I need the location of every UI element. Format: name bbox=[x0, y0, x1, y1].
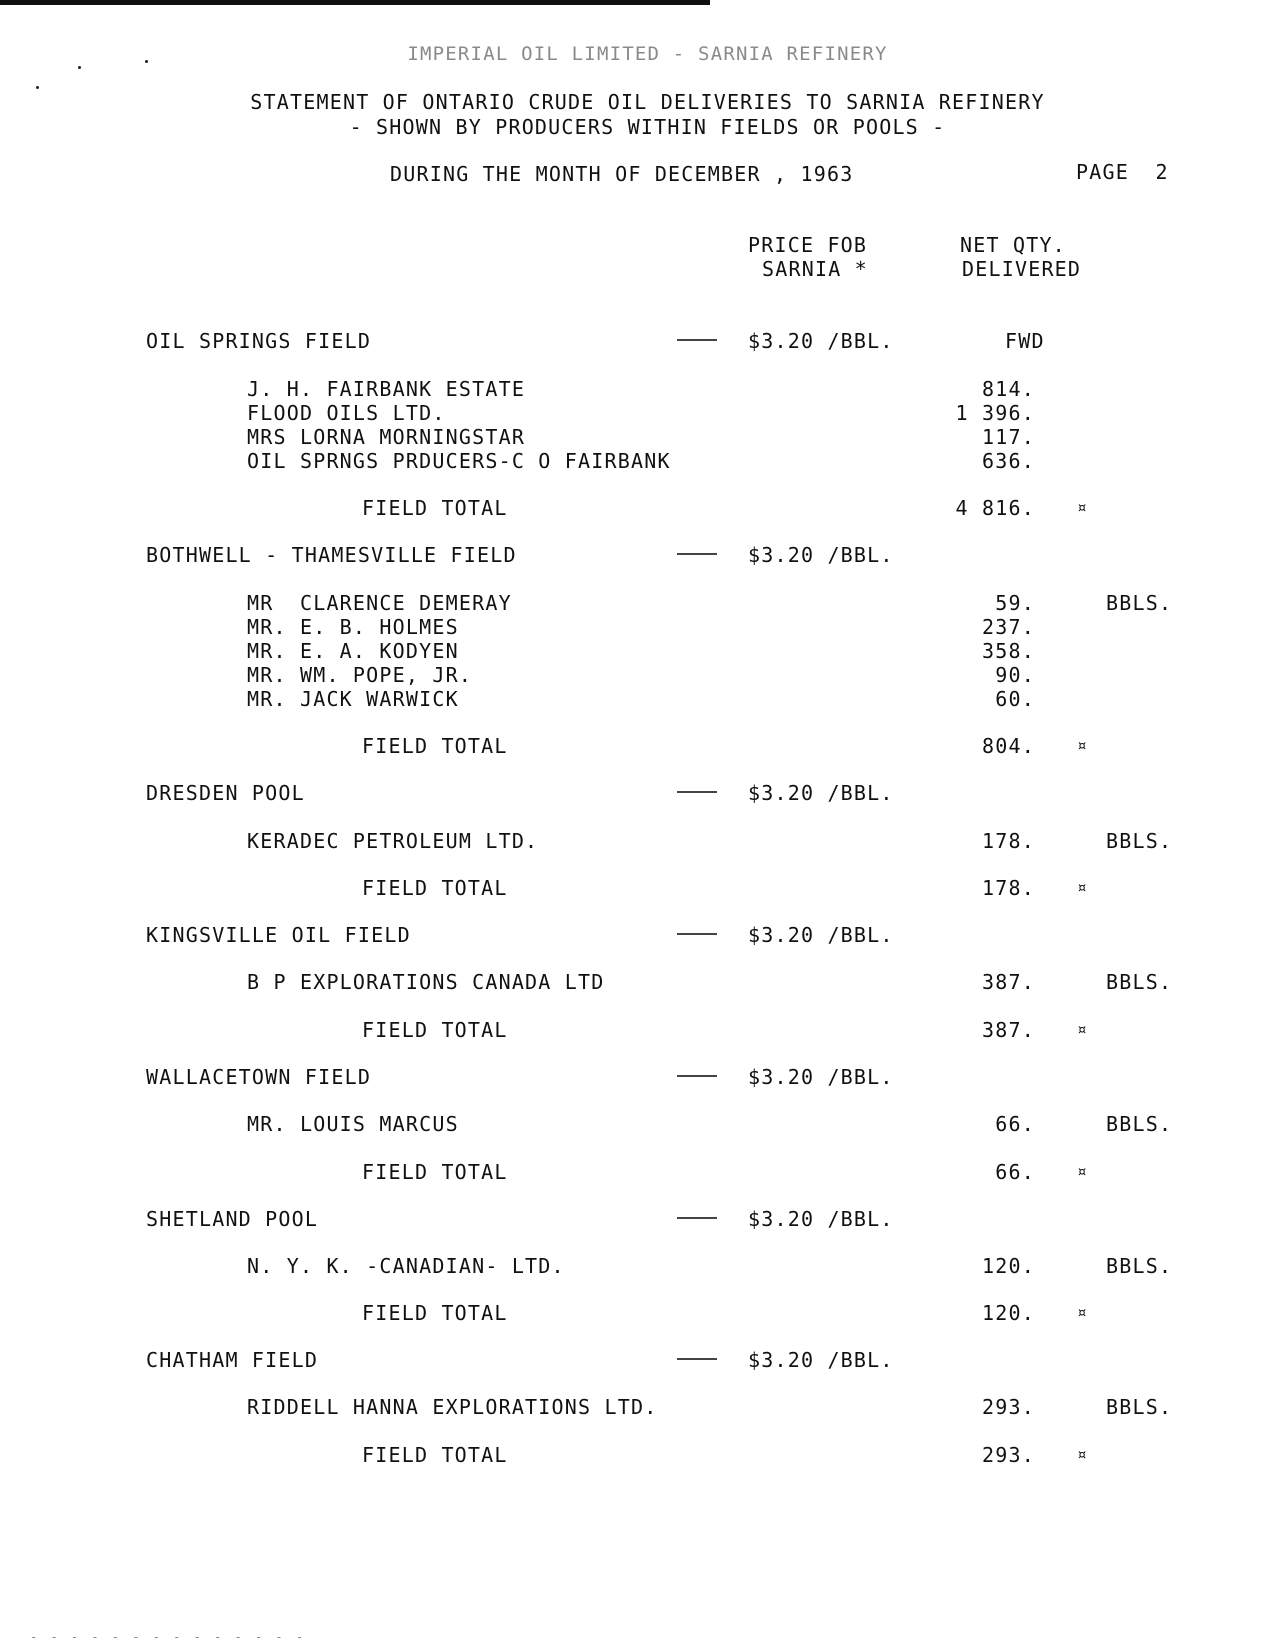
leader-dash bbox=[677, 933, 717, 935]
field-total-label: FIELD TOTAL bbox=[362, 1443, 508, 1467]
qty-column-header: NET QTY. bbox=[960, 233, 1066, 257]
producer-qty: 120. bbox=[982, 1254, 1035, 1278]
scan-edge bbox=[0, 0, 710, 5]
unit-label: BBLS. bbox=[1106, 591, 1173, 615]
producer-name: J. H. FAIRBANK ESTATE bbox=[247, 377, 526, 401]
forward-note: FWD bbox=[1005, 329, 1045, 353]
producer-qty: 178. bbox=[982, 829, 1035, 853]
scan-speck bbox=[78, 66, 81, 69]
scan-edge-dots: - - - - - - - - - - - - - - bbox=[30, 1630, 307, 1644]
scan-speck bbox=[36, 86, 39, 89]
field-total-qty: 387. bbox=[982, 1018, 1035, 1042]
field-name: KINGSVILLE OIL FIELD bbox=[146, 923, 411, 947]
total-check-mark: ¤ bbox=[1077, 878, 1087, 897]
producer-name: N. Y. K. -CANADIAN- LTD. bbox=[247, 1254, 565, 1278]
producer-qty: 237. bbox=[982, 615, 1035, 639]
field-total-qty: 804. bbox=[982, 734, 1035, 758]
producer-name: MR. JACK WARWICK bbox=[247, 687, 459, 711]
leader-dash bbox=[677, 339, 717, 341]
qty-column-header-line2: DELIVERED bbox=[962, 257, 1082, 281]
total-check-mark: ¤ bbox=[1077, 1020, 1087, 1039]
price-column-header: PRICE FOB bbox=[748, 233, 868, 257]
leader-dash bbox=[677, 1217, 717, 1219]
price-column-header-line2: SARNIA * bbox=[762, 257, 868, 281]
field-price: $3.20 /BBL. bbox=[748, 1348, 894, 1372]
field-total-label: FIELD TOTAL bbox=[362, 496, 508, 520]
leader-dash bbox=[677, 1075, 717, 1077]
total-check-mark: ¤ bbox=[1077, 498, 1087, 517]
producer-qty: 636. bbox=[982, 449, 1035, 473]
field-price: $3.20 /BBL. bbox=[748, 781, 894, 805]
producer-name: B P EXPLORATIONS CANADA LTD bbox=[247, 970, 605, 994]
producer-qty: 387. bbox=[982, 970, 1035, 994]
leader-dash bbox=[677, 553, 717, 555]
producer-qty: 358. bbox=[982, 639, 1035, 663]
field-total-qty: 66. bbox=[995, 1160, 1035, 1184]
producer-qty: 90. bbox=[995, 663, 1035, 687]
field-price: $3.20 /BBL. bbox=[748, 1207, 894, 1231]
field-total-label: FIELD TOTAL bbox=[362, 1301, 508, 1325]
field-name: WALLACETOWN FIELD bbox=[146, 1065, 372, 1089]
field-price: $3.20 /BBL. bbox=[748, 1065, 894, 1089]
field-total-qty: 120. bbox=[982, 1301, 1035, 1325]
producer-name: MR. E. A. KODYEN bbox=[247, 639, 459, 663]
field-total-label: FIELD TOTAL bbox=[362, 734, 508, 758]
scan-speck bbox=[145, 60, 148, 63]
field-price: $3.20 /BBL. bbox=[748, 329, 894, 353]
unit-label: BBLS. bbox=[1106, 1254, 1173, 1278]
producer-qty: 66. bbox=[995, 1112, 1035, 1136]
page-number: PAGE 2 bbox=[1076, 160, 1169, 184]
producer-qty: 60. bbox=[995, 687, 1035, 711]
producer-name: MR CLARENCE DEMERAY bbox=[247, 591, 512, 615]
producer-name: FLOOD OILS LTD. bbox=[247, 401, 446, 425]
field-total-label: FIELD TOTAL bbox=[362, 1018, 508, 1042]
field-name: SHETLAND POOL bbox=[146, 1207, 319, 1231]
field-total-qty: 178. bbox=[982, 876, 1035, 900]
producer-name: MR. LOUIS MARCUS bbox=[247, 1112, 459, 1136]
company-header: IMPERIAL OIL LIMITED - SARNIA REFINERY bbox=[407, 43, 888, 65]
field-total-qty: 293. bbox=[982, 1443, 1035, 1467]
field-name: CHATHAM FIELD bbox=[146, 1348, 319, 1372]
reporting-period: DURING THE MONTH OF DECEMBER , 1963 bbox=[390, 162, 854, 186]
unit-label: BBLS. bbox=[1106, 1395, 1173, 1419]
field-total-label: FIELD TOTAL bbox=[362, 876, 508, 900]
producer-qty: 59. bbox=[995, 591, 1035, 615]
field-total-qty: 4 816. bbox=[955, 496, 1035, 520]
leader-dash bbox=[677, 791, 717, 793]
unit-label: BBLS. bbox=[1106, 1112, 1173, 1136]
total-check-mark: ¤ bbox=[1077, 736, 1087, 755]
producer-name: KERADEC PETROLEUM LTD. bbox=[247, 829, 539, 853]
document-title: STATEMENT OF ONTARIO CRUDE OIL DELIVERIES TO SARNIA REFINERY bbox=[250, 90, 1045, 114]
total-check-mark: ¤ bbox=[1077, 1445, 1087, 1464]
producer-qty: 117. bbox=[982, 425, 1035, 449]
leader-dash bbox=[677, 1358, 717, 1360]
producer-name: MR. WM. POPE, JR. bbox=[247, 663, 473, 687]
total-check-mark: ¤ bbox=[1077, 1162, 1087, 1181]
unit-label: BBLS. bbox=[1106, 829, 1173, 853]
field-name: DRESDEN POOL bbox=[146, 781, 305, 805]
total-check-mark: ¤ bbox=[1077, 1303, 1087, 1322]
field-name: BOTHWELL - THAMESVILLE FIELD bbox=[146, 543, 517, 567]
producer-qty: 1 396. bbox=[955, 401, 1035, 425]
document-subtitle: - SHOWN BY PRODUCERS WITHIN FIELDS OR POOLS - bbox=[349, 115, 946, 139]
unit-label: BBLS. bbox=[1106, 970, 1173, 994]
field-name: OIL SPRINGS FIELD bbox=[146, 329, 372, 353]
producer-qty: 293. bbox=[982, 1395, 1035, 1419]
producer-name: MRS LORNA MORNINGSTAR bbox=[247, 425, 526, 449]
producer-name: OIL SPRNGS PRDUCERS-C O FAIRBANK bbox=[247, 449, 671, 473]
field-total-label: FIELD TOTAL bbox=[362, 1160, 508, 1184]
producer-name: MR. E. B. HOLMES bbox=[247, 615, 459, 639]
field-price: $3.20 /BBL. bbox=[748, 923, 894, 947]
producer-name: RIDDELL HANNA EXPLORATIONS LTD. bbox=[247, 1395, 658, 1419]
field-price: $3.20 /BBL. bbox=[748, 543, 894, 567]
producer-qty: 814. bbox=[982, 377, 1035, 401]
